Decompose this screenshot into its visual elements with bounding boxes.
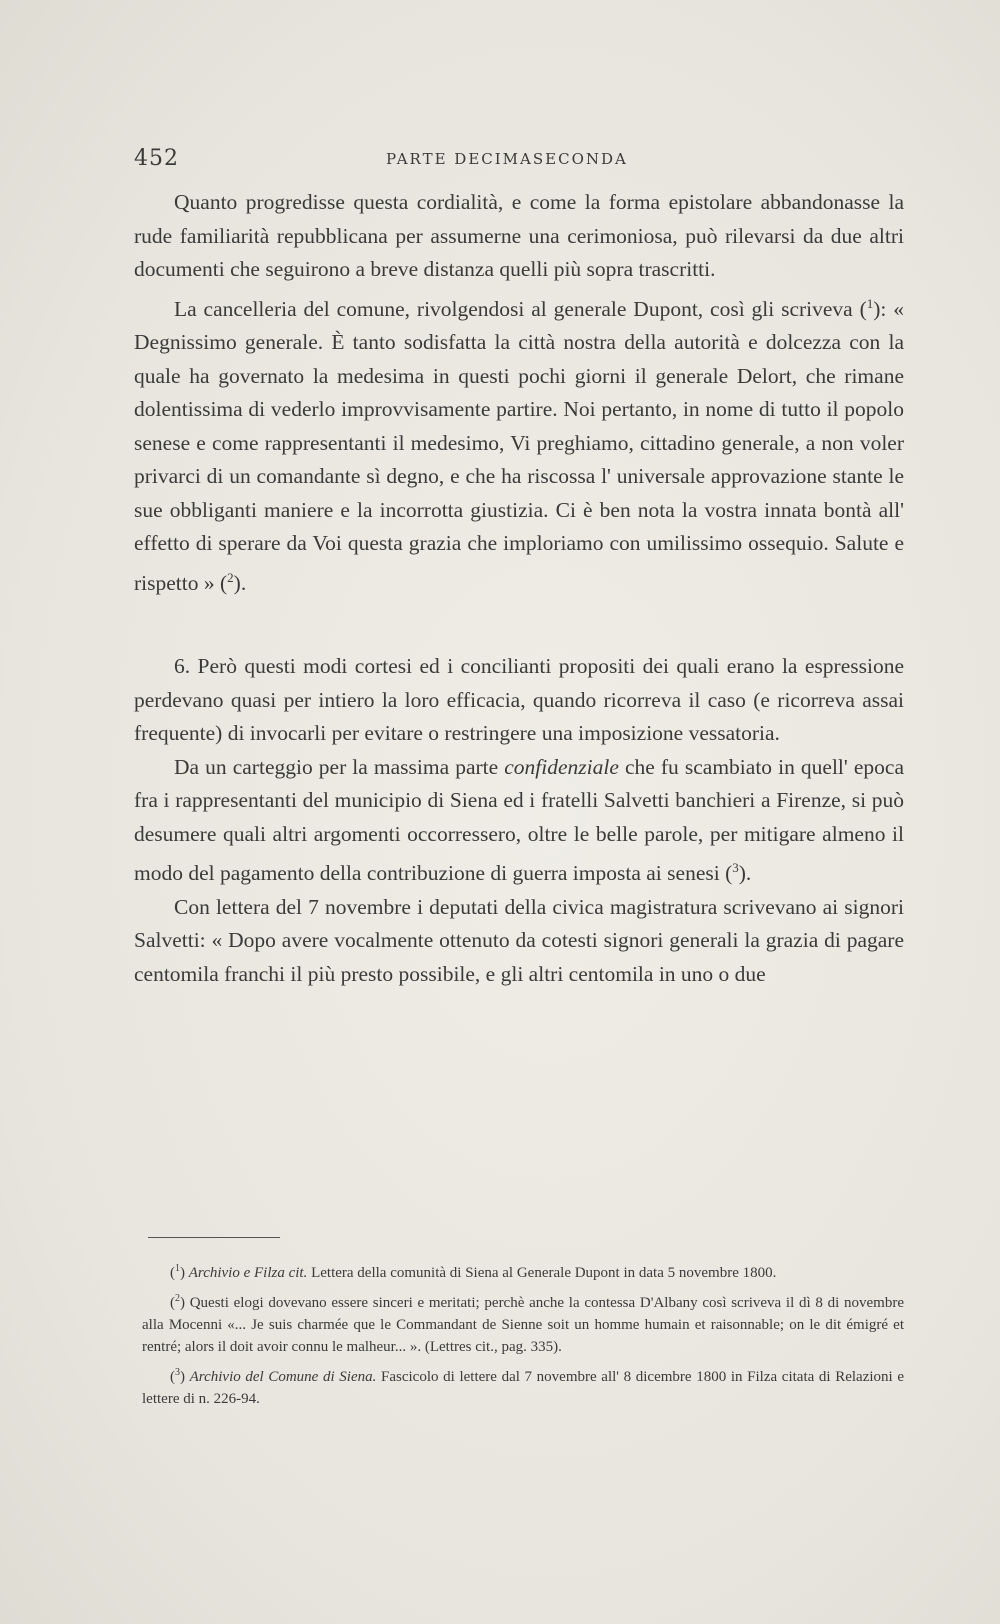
paragraph-2-text-a: La cancelleria del comune, rivolgendosi al generale Dupont, così gli scriveva ( xyxy=(174,296,867,321)
body-text xyxy=(134,186,904,991)
footnote-1-mark: 1 xyxy=(175,1263,180,1274)
paragraph-4-text-a: Da un carteggio per la massima parte xyxy=(174,754,505,779)
footnote-separator xyxy=(148,1237,280,1238)
page-number: 452 xyxy=(134,146,179,171)
footnote-1: ($^1$) Archivio e Filza cit. Lettera della comunità di Siena al Generale Dupont in data 5 novembre 1800. xyxy=(170,1263,777,1281)
footnote-3-mark: 3 xyxy=(175,1367,180,1378)
paragraph-4-emphasis: confidenziale xyxy=(504,754,619,779)
paragraph-4-text-b: che fu scambiato in quell' epoca fra i rappresentanti del municipio di Siena ed i fratelli Salvetti banchieri a Firenze, si può desumere quali altri argomenti occorressero, oltre le belle parole, per mitigare almeno il modo del pagamento della contribuzione di guerra imposta ai senesi ( xyxy=(134,754,904,886)
footnote-3: ($^3$) Archivio del Comune di Siena. Fascicolo di lettere dal 7 novembre all' 8 dicembre 1800 in Filza citata di Relazioni e lettere di n. 226-94. xyxy=(142,1367,904,1407)
paragraph-5: Con lettera del 7 novembre i deputati della civica magistratura scrivevano ai signori Salvetti: « Dopo avere vocalmente ottenuto da cotesti signori generali la grazia di pagare centomila franchi il più presto possibile, e gli altri centomila in uno o due xyxy=(134,894,904,986)
footnote-1-text: Lettera della comunità di Siena al Generale Dupont in data 5 novembre 1800. xyxy=(307,1265,777,1281)
footnote-3-source: Archivio del Comune di Siena. xyxy=(189,1369,377,1385)
paragraph-4-text-c: ). xyxy=(738,861,752,886)
footnote-2: ($^2$) Questi elogi dovevano essere sinceri e meritati; perchè anche la contessa D'Albany così scriveva il dì 8 di novembre alla Mocenni «... Je suis charmée que le Commandant de Sienne soit un homme humain et raisonnable; on le dit émigré et rentré; alors il doit avoir connu le malheur... ». (Lettres cit., pag. 335). xyxy=(142,1293,904,1355)
footnote-1-source: Archivio e Filza cit. xyxy=(188,1265,308,1281)
paragraph-2 xyxy=(134,287,904,601)
page-header xyxy=(134,146,904,176)
paragraph-3: 6. Però questi modi cortesi ed i concilianti propositi dei quali erano la espressione perdevano quasi per intiero la loro efficacia, quando ricorreva il caso (e ricorreva assai frequente) di invocarli per evitare o restringere una imposizione vessatoria. xyxy=(134,654,904,746)
paragraph-2-text-c: ). xyxy=(233,570,247,595)
footnote-2-mark: 2 xyxy=(175,1293,180,1304)
footnote-3-text: Fascicolo di lettere dal 7 novembre all' 8 dicembre 1800 in Filza citata di Relazioni e lettere di n. 226-94. xyxy=(142,1369,904,1407)
footnote-ref-2: 2 xyxy=(227,569,234,585)
paragraph-1: Quanto progredisse questa cordialità, e come la forma epistolare abbandonasse la rude familiarità repubblicana per assumerne una cerimoniosa, può rilevarsi da due altri documenti che seguirono a breve distanza quelli più sopra trascritti. xyxy=(134,190,904,281)
footnote-ref-3: 3 xyxy=(732,860,739,876)
footnote-2-text: Questi elogi dovevano essere sinceri e meritati; perchè anche la contessa D'Albany così scriveva il dì 8 di novembre alla Mocenni «... Je suis charmée que le Commandant de Sienne soit un homme humain et raisonnable; on le dit émigré et rentré; alors il doit avoir connu le malheur... ». (Lettres cit., pag. 335). xyxy=(142,1295,904,1355)
paragraph-4 xyxy=(134,751,904,891)
footnote-ref-1: 1 xyxy=(866,295,874,311)
running-title: PARTE DECIMASECONDA xyxy=(386,150,628,168)
paragraph-2-text-b: ): « Degnissimo generale. È tanto sodisfatta la città nostra della autorità e dolcezza con la quale ha governato la medesima in questi pochi giorni il generale Delort, che rimane dolentissima di vederlo improvvisamente partire. Noi pertanto, in nome di tutto il popolo senese e come rappresentanti il medesimo, Vi preghiamo, cittadino generale, a non voler privarci di un comandante sì degno, e che ha riscossa l' universale approvazione stante le sue obbliganti maniere e la incorrotta giustizia. Ci è ben nota la vostra innata bontà all' effetto di sperare da Voi questa grazia che imploriamo con umilissimo ossequio. Salute e rispetto » ( xyxy=(134,296,904,595)
footnotes xyxy=(142,1258,904,1414)
